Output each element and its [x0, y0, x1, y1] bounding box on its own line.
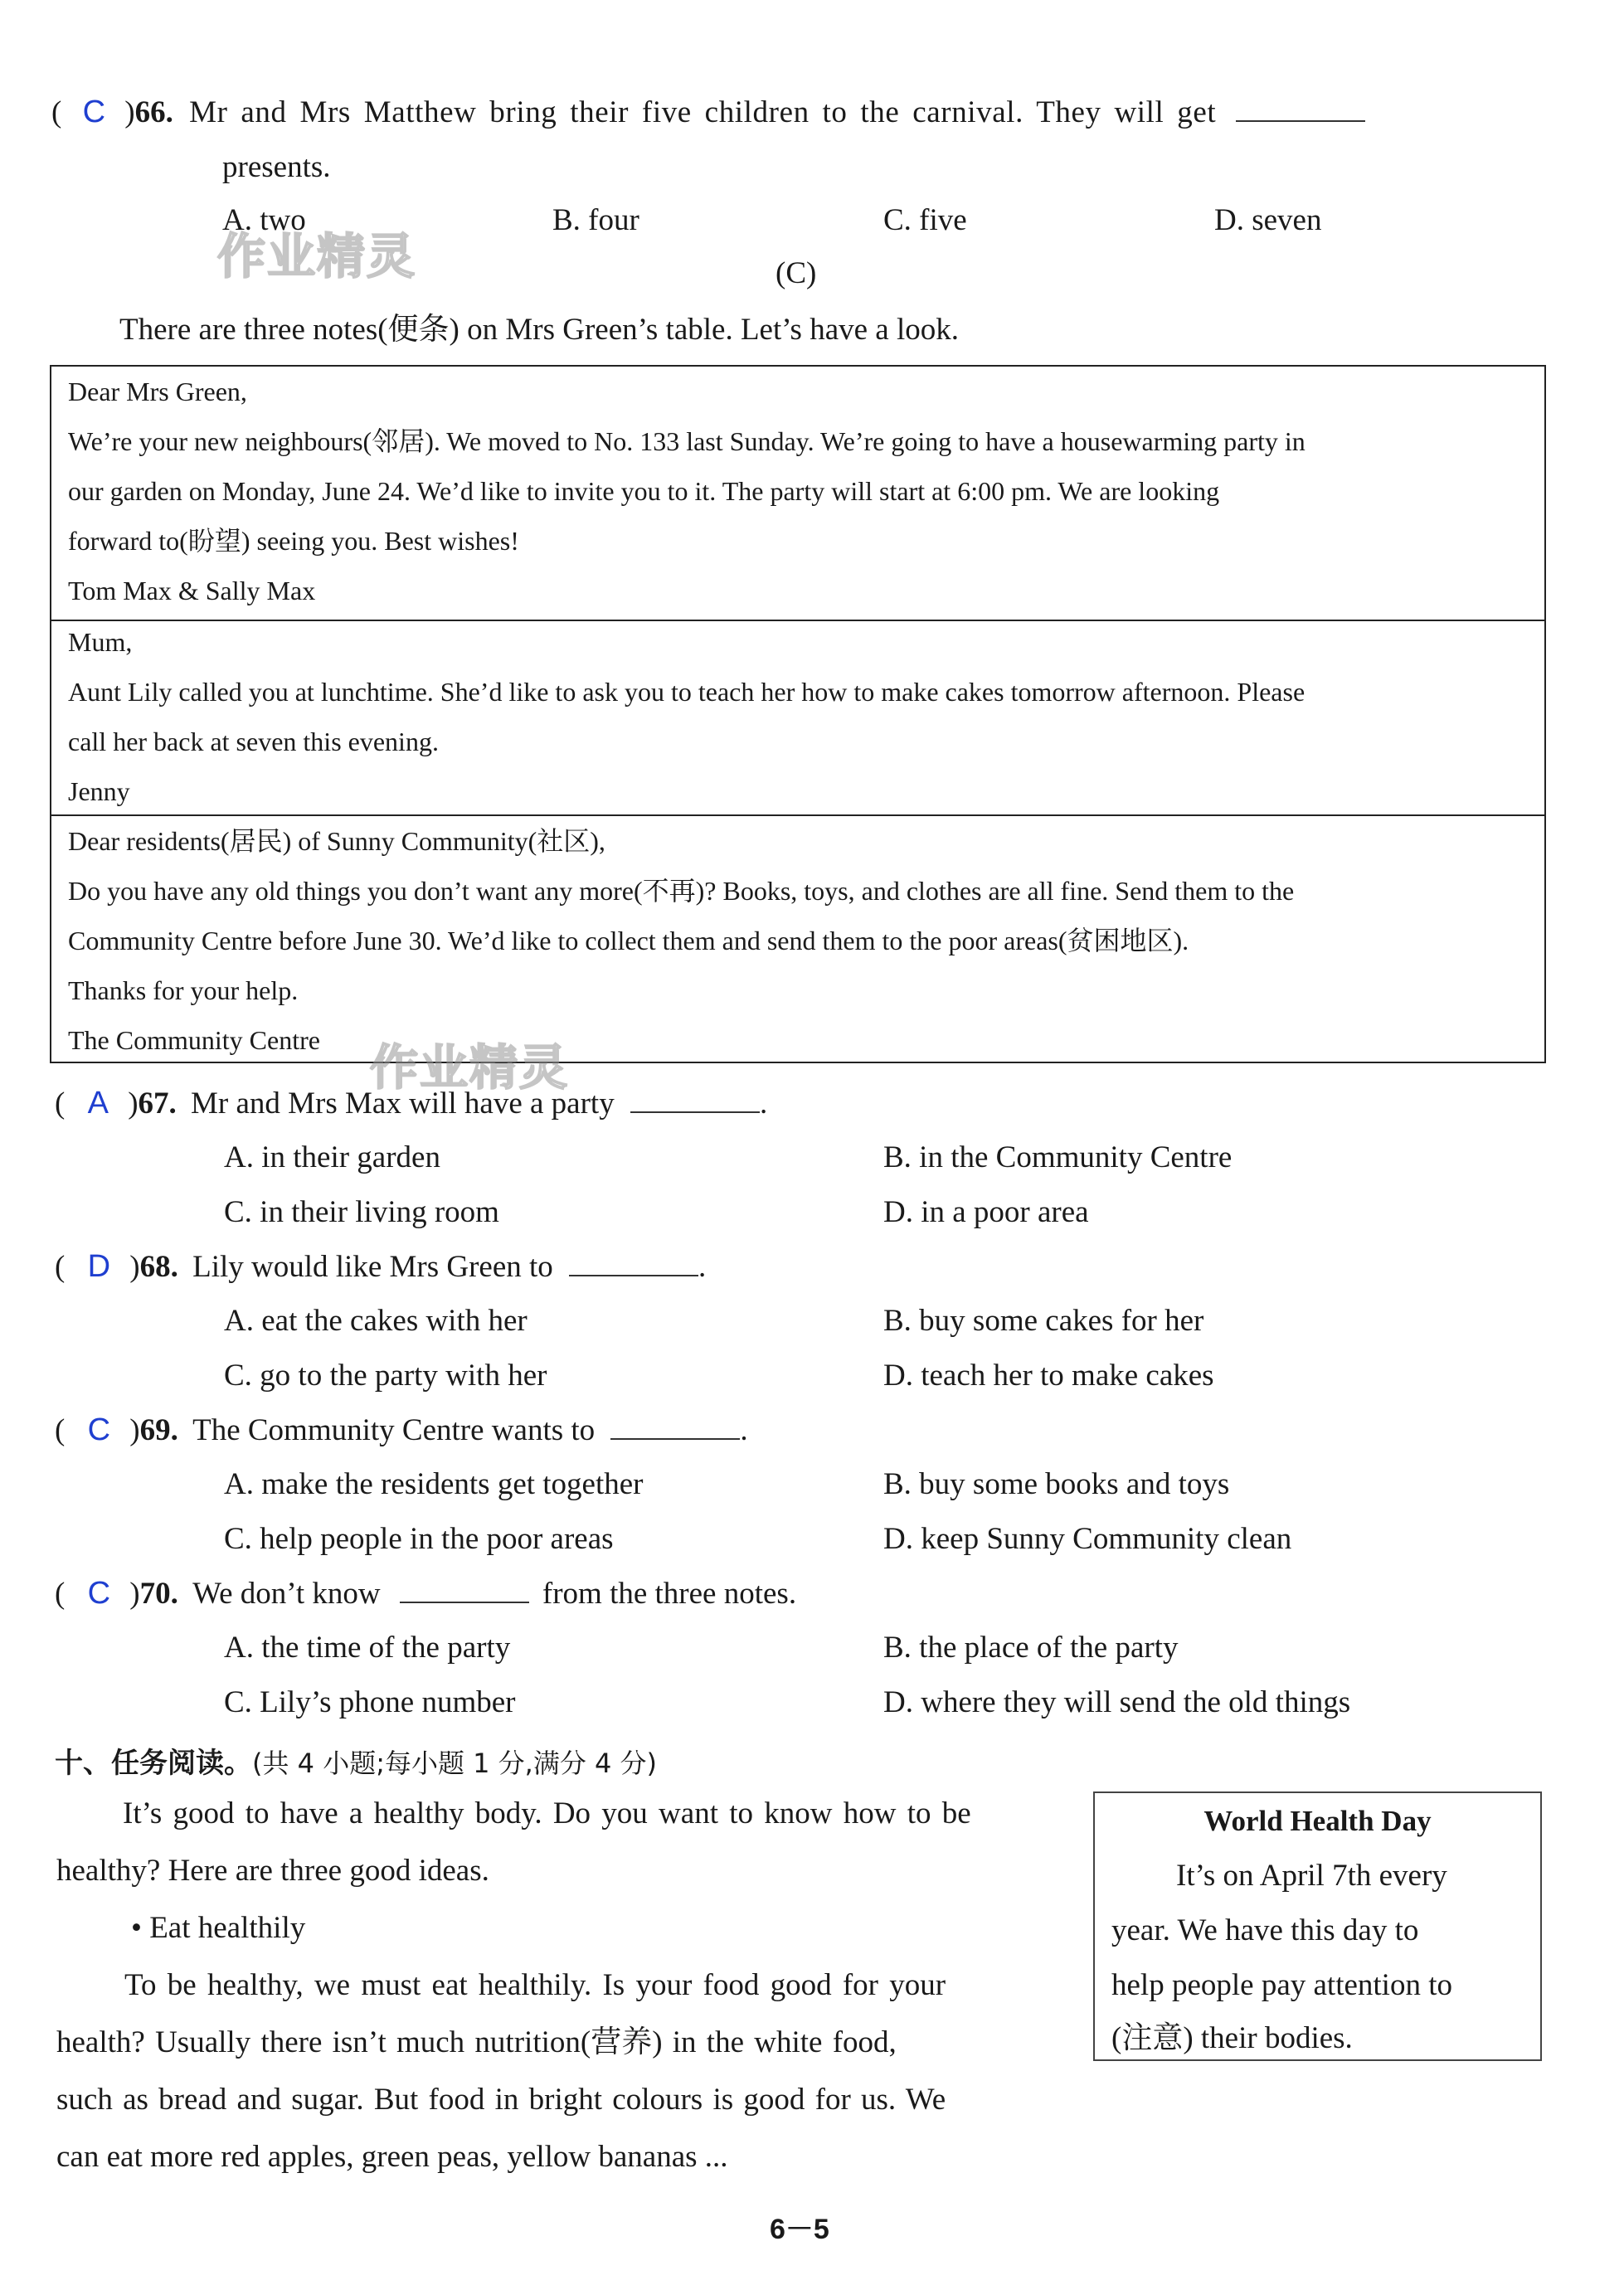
watermark: 作业精灵 — [217, 228, 417, 284]
open-paren: ( — [55, 1087, 66, 1121]
option-b: B. four — [552, 203, 639, 237]
option-d: D. in a poor area — [883, 1195, 1089, 1229]
q66-line — [51, 95, 1365, 129]
option-c: C. in their living room — [224, 1195, 499, 1229]
answer-mark: A — [87, 1086, 109, 1121]
box-title: World Health Day — [1203, 1805, 1432, 1837]
question-stem: Mr and Mrs Matthew bring their five children to the carnival. They will get — [189, 95, 1217, 129]
note-text: Do you have any old things you don’t want any more(不再)? Books, toys, and clothes are all fine. Send them to the — [68, 876, 1295, 906]
question-number: 68. — [139, 1250, 178, 1284]
box-text: It’s on April 7th every — [1176, 1859, 1447, 1893]
option-d: D. seven — [1214, 203, 1322, 237]
close-paren: ) — [128, 1087, 139, 1121]
q67-line — [55, 1087, 767, 1121]
answer-blank — [1236, 95, 1365, 122]
reading-text: healthy? Here are three good ideas. — [56, 1854, 489, 1888]
section-scoring: (共 4 小题;每小题 1 分,满分 4 分) — [252, 1748, 658, 1779]
page-number: 6－5 — [770, 2214, 829, 2245]
option-d: D. teach her to make cakes — [883, 1359, 1214, 1393]
open-paren: ( — [55, 1413, 66, 1447]
watermark: 作业精灵 — [370, 1039, 570, 1096]
q69-line — [55, 1413, 748, 1447]
passage-label: (C) — [776, 256, 817, 290]
note-text: our garden on Monday, June 24. We’d like to invite you to it. The party will start at 6:00 pm. We are looking — [68, 476, 1220, 506]
reading-text: can eat more red apples, green peas, yellow bananas ... — [56, 2140, 728, 2174]
close-paren: ) — [129, 1250, 140, 1284]
box-text: help people pay attention to — [1111, 1968, 1452, 2002]
option-b: B. buy some cakes for her — [883, 1304, 1204, 1338]
note-signature: Jenny — [68, 776, 130, 806]
option-c: C. five — [883, 203, 967, 237]
option-c: C. Lily’s phone number — [224, 1685, 516, 1719]
open-paren: ( — [55, 1250, 66, 1284]
close-paren: ) — [124, 95, 135, 129]
option-a: A. eat the cakes with her — [224, 1304, 528, 1338]
note-text: forward to(盼望) seeing you. Best wishes! — [68, 526, 519, 556]
option-c: C. go to the party with her — [224, 1359, 547, 1393]
open-paren: ( — [55, 1577, 66, 1611]
option-a: A. in their garden — [224, 1140, 440, 1174]
option-b: B. the place of the party — [883, 1631, 1179, 1665]
reading-text: It’s good to have a healthy body. Do you want to know how to be — [123, 1796, 971, 1830]
note-signature: Tom Max & Sally Max — [68, 576, 316, 605]
close-paren: ) — [129, 1413, 140, 1447]
option-c: C. help people in the poor areas — [224, 1522, 614, 1556]
note-greeting: Dear residents(居民) of Sunny Community(社区), — [68, 826, 605, 856]
reading-text: such as bread and sugar. But food in bright colours is good for us. We — [56, 2083, 946, 2117]
question-stem: The Community Centre wants to — [192, 1413, 596, 1447]
passage-intro: There are three notes(便条) on Mrs Green’s table. Let’s have a look. — [119, 313, 959, 347]
box-text: (注意) their bodies. — [1111, 2021, 1353, 2055]
question-stem-end: from the three notes. — [542, 1577, 797, 1611]
note-party-invitation — [51, 367, 1544, 620]
question-number: 67. — [138, 1087, 177, 1121]
notes-box — [50, 365, 1546, 1063]
world-health-day-box — [1093, 1791, 1542, 2061]
answer-blank — [630, 1087, 760, 1113]
question-number: 66. — [134, 95, 173, 129]
answer-mark: D — [87, 1249, 111, 1284]
section-heading — [55, 1740, 657, 1781]
section-title: 十、任务阅读。 — [55, 1747, 252, 1780]
note-text: Aunt Lily called you at lunchtime. She’d like to ask you to teach her how to make cakes tomorrow afternoon. Please — [68, 677, 1306, 707]
note-greeting: Mum, — [68, 627, 133, 657]
question-stem-continued: presents. — [222, 150, 331, 184]
note-text: Thanks for your help. — [68, 975, 299, 1005]
open-paren: ( — [51, 95, 62, 129]
option-a: A. the time of the party — [224, 1631, 511, 1665]
answer-mark: C — [87, 1412, 111, 1447]
note-text: Community Centre before June 30. We’d like to collect them and send them to the poor areas(贫困地区). — [68, 926, 1189, 955]
reading-text: health? Usually there isn’t much nutrition(营养) in the white food, — [56, 2025, 897, 2059]
answer-mark: C — [87, 1576, 111, 1611]
question-stem-end: . — [698, 1250, 707, 1284]
note-text: We’re your new neighbours(邻居). We moved to No. 133 last Sunday. We’re going to have a housewarming party in — [68, 426, 1306, 456]
q70-line — [55, 1577, 796, 1611]
note-signature: The Community Centre — [68, 1025, 320, 1055]
note-phone-message — [51, 620, 1544, 819]
option-b: B. in the Community Centre — [883, 1140, 1233, 1174]
answer-blank — [400, 1577, 529, 1603]
close-paren: ) — [129, 1577, 140, 1611]
box-text: year. We have this day to — [1111, 1913, 1419, 1947]
question-stem-end: . — [759, 1087, 768, 1121]
answer-mark: C — [82, 95, 106, 129]
answer-blank — [569, 1250, 698, 1276]
question-number: 70. — [139, 1577, 178, 1611]
option-a: A. make the residents get together — [224, 1467, 644, 1501]
option-d: D. where they will send the old things — [883, 1685, 1351, 1719]
answer-blank — [610, 1413, 740, 1440]
question-stem: We don’t know — [192, 1577, 381, 1611]
option-a: A. two — [222, 203, 306, 237]
note-community-notice — [51, 814, 1544, 1063]
question-stem: Lily would like Mrs Green to — [192, 1250, 553, 1284]
question-number: 69. — [139, 1413, 178, 1447]
q68-line — [55, 1250, 706, 1284]
question-stem: Mr and Mrs Max will have a party — [191, 1087, 615, 1121]
question-stem-end: . — [740, 1413, 748, 1447]
note-text: call her back at seven this evening. — [68, 727, 439, 756]
reading-text: To be healthy, we must eat healthily. Is your food good for your — [124, 1968, 946, 2002]
option-b: B. buy some books and toys — [883, 1467, 1230, 1501]
option-d: D. keep Sunny Community clean — [883, 1522, 1292, 1556]
reading-bullet-heading: • Eat healthily — [131, 1911, 306, 1945]
note-greeting: Dear Mrs Green, — [68, 377, 247, 406]
